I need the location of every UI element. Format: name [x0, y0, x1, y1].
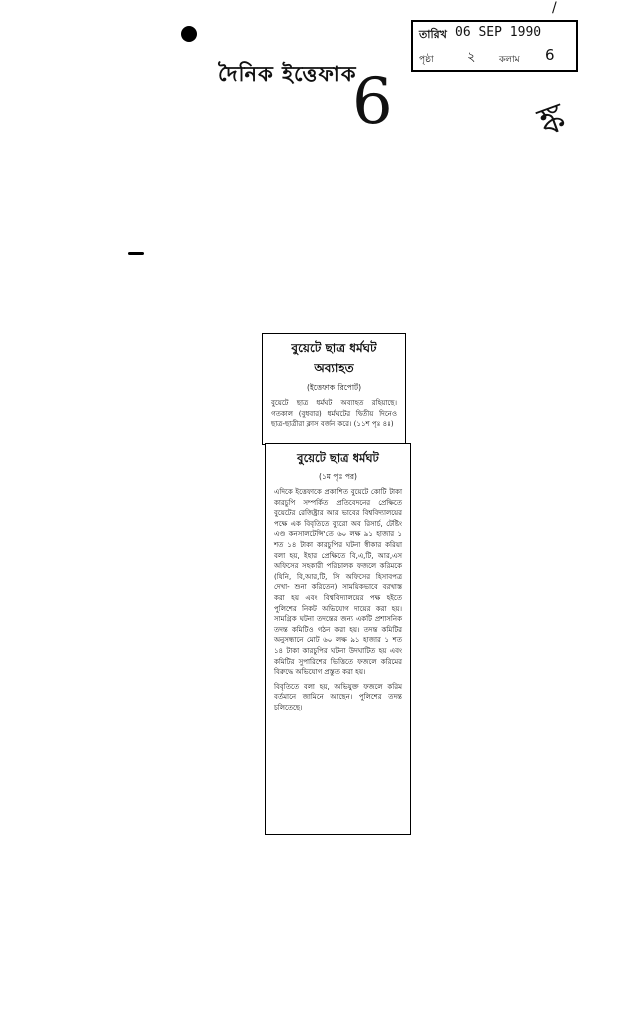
stamp-column-label: কলাম [499, 55, 520, 65]
handwritten-initials: ঙ্ক [532, 94, 572, 146]
clip1-headline-line1: বুয়েটে ছাত্র ধর্মঘট [291, 341, 377, 355]
stamp-column-value: 6 [545, 46, 555, 64]
ink-mark [128, 252, 144, 255]
page-mark: 6 [352, 65, 393, 139]
stamp-date: 06 SEP 1990 [455, 25, 542, 40]
clip2-continuation-note: (১ম পৃঃ পর) [319, 472, 357, 481]
news-clipping-continuation [265, 443, 411, 835]
tick-mark: / [552, 0, 557, 16]
clip1-body: বুয়েটে ছাত্র ধর্মঘট অব্যাহত রহিয়াছে। গতকাল (বুধবার) ধর্মঘটের দ্বিতীয় দিনেও ছাত্র-ছাত্রীরা ক্লাস বর্জন করে। (১১শ পৃঃ ৪ঃ) [271, 399, 397, 429]
clip2-body [266, 487, 410, 713]
clip1-headline-line2: অব্যাহত [314, 361, 354, 375]
clip2-headline: বুয়েটে ছাত্র ধর্মঘট [297, 451, 379, 465]
date-stamp [411, 20, 578, 72]
stamp-page-value: ২ [467, 50, 476, 65]
news-clipping-headline [262, 333, 406, 445]
clip1-source: (ইত্তেফাক রিপোর্ট) [306, 383, 362, 392]
newspaper-name: দৈনিক ইত্তেফাক [218, 62, 357, 86]
clip2-paragraph: বিবৃতিতে বলা হয়, অভিযুক্ত ফজলে করিম বর্তমানে জামিনে আছেন। পুলিশের তদন্ত চলিতেছে। [274, 682, 402, 712]
stamp-date-label: তারিখ [419, 28, 447, 41]
stamp-page-label: পৃষ্ঠা [419, 55, 434, 65]
punch-hole-dot [181, 26, 197, 42]
clip2-paragraph: এদিকে ইত্তেফাকে প্রকাশিত বুয়েটে কোটি টাকা কারচুপি সম্পর্কিত প্রতিবেদনের প্রেক্ষিতে বুয়েটের রেজিষ্ট্রার আর ভাবের বিশ্ববিদ্যালয়ের পক্ষে এক বিবৃতিতে ব্যুরো অব রিসার্চ, টেষ্টিং এণ্ড কনসালটেন্সি'তে ৬০ লক্ষ ৯১ হাজার ১ শত ১৪ টাকা কারচুপির ঘটনা স্বীকার করিয়া বলা হয়, ইহার প্রেক্ষিতে বি,এ,টি, আর,এস অফিসের সহকারী পরিচালক ফজলে করিমকে (যিনি, বি,আর,টি, সি অফিসের হিসাবপত্র দেখা- শুনা করিতেন) সাময়িকভাবে বরখাস্ত করা হয় এবং বিশ্ববিদ্যালয়ের পক্ষ হইতে পুলিশের নিকট অভিযোগ দায়ের করা হয়। সামগ্রিক ঘটনা তদন্তের জন্য একটি প্রশাসনিক তদন্ত কমিটিও গঠন করা হয়। তদন্ত কমিটির অনুসন্ধানে মোট ৬০ লক্ষ ৯১ হাজার ১ শত ১৪ টাকা কারচুপির ঘটনা উদঘাটিত হয় এবং কমিটির সুপারিশের ভিত্তিতে ফজলে করিমের বিরুদ্ধে অভিযোগ প্রস্তুত করা হয়। [274, 488, 402, 677]
